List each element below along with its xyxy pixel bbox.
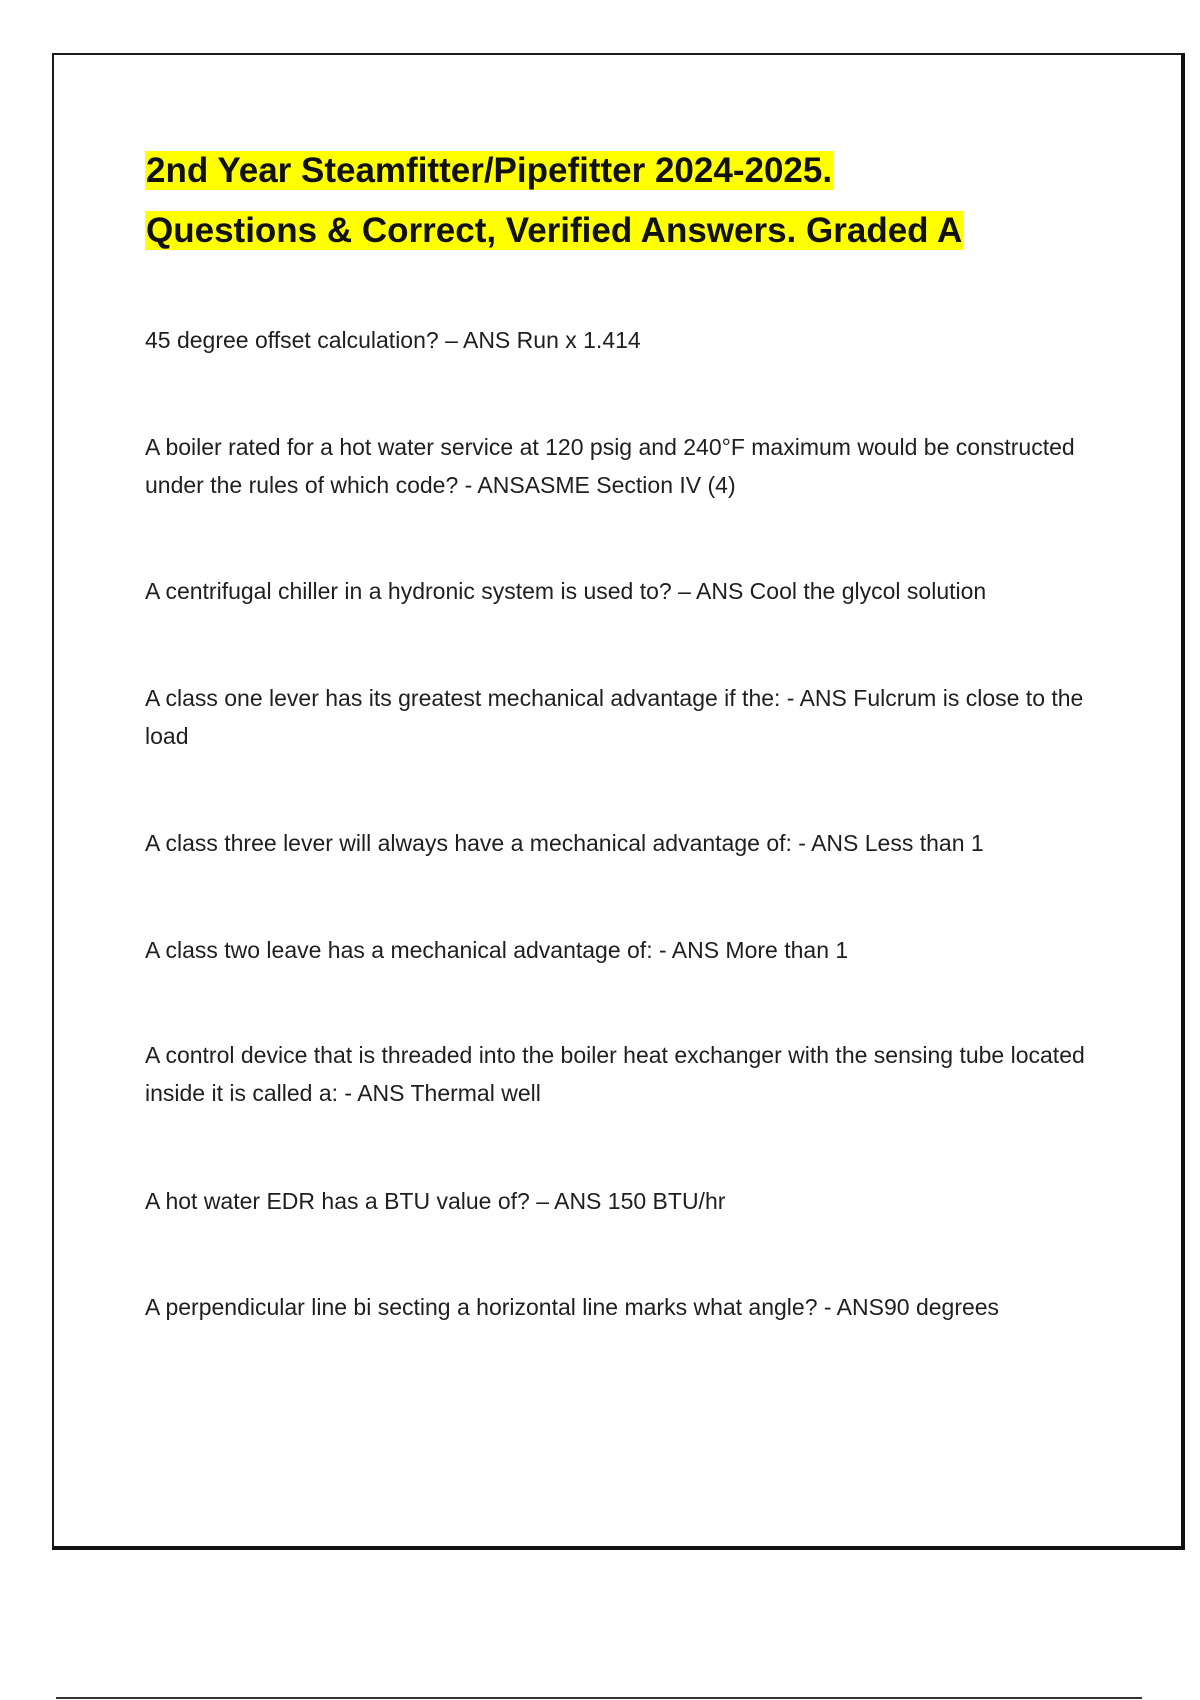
question-answer-item: A perpendicular line bi secting a horizontal line marks what angle? - ANS90 degrees [145, 1294, 1000, 1320]
document-title-line-1 [145, 146, 833, 196]
question-answer-item: A class three lever will always have a mechanical advantage of: - ANS Less than 1 [145, 830, 984, 856]
highlighted-title-text: Questions & Correct, Verified Answers. Graded A [146, 211, 963, 250]
question-answer-item: 45 degree offset calculation? – ANS Run x 1.414 [145, 327, 641, 353]
highlighted-title-text: 2nd Year Steamfitter/Pipefitter 2024-2025. [146, 151, 833, 190]
question-answer-item: A centrifugal chiller in a hydronic system is used to? – ANS Cool the glycol solution [145, 578, 987, 604]
footer-divider [56, 1697, 1142, 1699]
document-title-line-2 [145, 206, 963, 256]
question-answer-item: A class two leave has a mechanical advantage of: - ANS More than 1 [145, 937, 849, 963]
question-answer-item: A class one lever has its greatest mechanical advantage if the: - ANS Fulcrum is close to the load [145, 685, 1084, 749]
question-answer-item: A hot water EDR has a BTU value of? – ANS 150 BTU/hr [145, 1188, 726, 1214]
question-answer-item: A boiler rated for a hot water service at 120 psig and 240°F maximum would be constructed under the rules of which code? - ANSASME Section IV (4) [145, 434, 1075, 498]
question-answer-item: A control device that is threaded into the boiler heat exchanger with the sensing tube located inside it is called a: - ANS Thermal well [145, 1042, 1085, 1106]
